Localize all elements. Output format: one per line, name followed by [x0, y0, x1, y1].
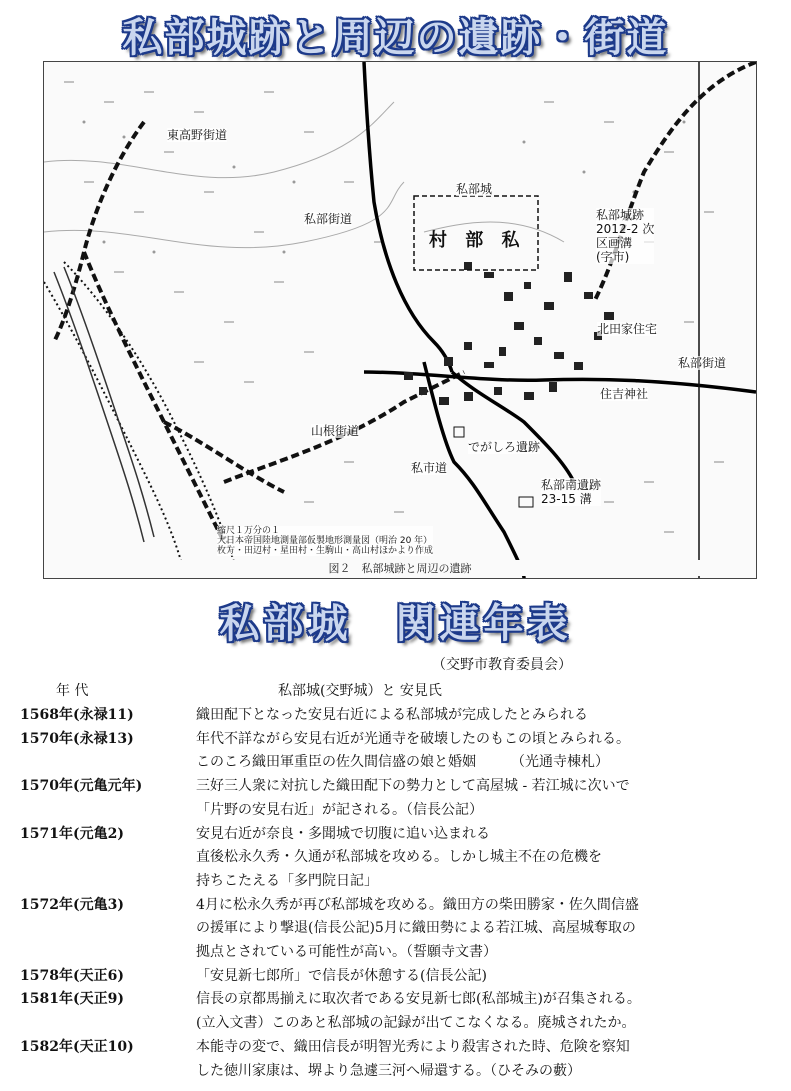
map-label-village: 村 部 私 [429, 230, 526, 251]
timeline-row [0, 941, 791, 963]
timeline-event: 4月に松永久秀が再び私部城を攻める。織田方の柴田勝家・佐久間信盛 [196, 897, 639, 913]
timeline-row [0, 775, 791, 797]
timeline-event: 年代不詳ながら安見右近が光通寺を破壊したのもこの頃とみられる。 [196, 731, 630, 747]
timeline-year: 1570年(永禄13) [20, 731, 134, 747]
map-label-excavation: 私部城跡 2012-2 次 区画溝 (字市) [596, 208, 655, 264]
timeline-event: した徳川家康は、堺より急遽三河へ帰還する。（ひそみの藪） [196, 1063, 581, 1079]
timeline-event: 三好三人衆に対抗した織田配下の勢力として高屋城 - 若江城に次いで [196, 778, 630, 794]
map-label-kisaibe-kaido-west: 私部街道 [304, 212, 353, 226]
map-drawing [44, 62, 756, 578]
timeline-event: 「安見新七郎所」で信長が休憩する(信長公記) [196, 968, 487, 984]
timeline-row [0, 704, 791, 726]
timeline-event: 直後松永久秀・久通が私部城を攻める。しかし城主不在の危機を [196, 849, 602, 865]
timeline-row [0, 870, 791, 892]
timeline-event: このころ織田軍重臣の佐久間信盛の娘と婚姻 （光通寺棟札） [196, 754, 609, 770]
header-event: 私部城(交野城）と 安見氏 [278, 683, 442, 699]
timeline-year: 1578年(天正6) [20, 968, 124, 984]
timeline-year: 1582年(天正10) [20, 1039, 134, 1055]
map-label-yamane-kaido: 山根街道 [311, 424, 360, 438]
timeline-event: 拠点とされている可能性が高い。（誓願寺文書） [196, 944, 497, 960]
timeline-row [0, 894, 791, 916]
timeline-row [0, 751, 791, 773]
timeline-year: 1581年(天正9) [20, 991, 124, 1007]
timeline-row [0, 1012, 791, 1034]
timeline-row [0, 1036, 791, 1058]
timeline-event: 本能寺の変で、織田信長が明智光秀により殺害された時、危険を察知 [196, 1039, 630, 1055]
page-title: 私部城跡と周辺の遺跡・街道 [122, 15, 669, 61]
timeline-year: 1571年(元亀2) [20, 826, 124, 842]
map-label-degashiro-site: でがしろ遺跡 [468, 440, 541, 454]
timeline-row [0, 846, 791, 868]
timeline-source: （交野市教育委員会） [432, 657, 572, 673]
timeline-year: 1570年(元亀元年) [20, 778, 143, 794]
timeline-event: 持ちこたえる「多門院日記」 [196, 873, 378, 889]
map-label-kisaibe-kaido-east: 私部街道 [678, 356, 727, 370]
timeline-event: の援軍により撃退(信長公記)5月に織田勢による若江城、高屋城奪取の [196, 920, 636, 936]
map-caption: 図２ 私部城跡と周辺の遺跡 [44, 560, 756, 576]
timeline-event: (立入文書）このあと私部城の記録が出てこなくなる。廃城されたか。 [196, 1015, 636, 1031]
map-label-sumiyoshi-shrine: 住吉神社 [600, 387, 649, 401]
timeline-row [0, 799, 791, 821]
historical-map [43, 61, 757, 579]
map-label-higashi-kozuke: 東高野街道 [167, 128, 228, 142]
timeline-event: 織田配下となった安見右近による私部城が完成したとみられる [196, 707, 588, 723]
timeline-row [0, 823, 791, 845]
map-label-minami-site: 私部南遺跡 23-15 溝 [541, 478, 602, 506]
map-label-kisaichi-road: 私市道 [411, 461, 448, 475]
timeline-row [0, 728, 791, 750]
timeline-row [0, 917, 791, 939]
timeline-year: 1572年(元亀3) [20, 897, 124, 913]
timeline-event: 安見右近が奈良・多聞城で切腹に追い込まれる [196, 826, 490, 842]
timeline-event: 信長の京都馬揃えに取次者である安見新七郎(私部城主)が召集される。 [196, 991, 641, 1007]
timeline-event: 「片野の安見右近」が記される。（信長公記） [196, 802, 483, 818]
timeline-year: 1568年(永禄11) [20, 707, 134, 723]
map-label-kitada-house: 北田家住宅 [597, 322, 658, 336]
timeline-title: 私部城 関連年表 [219, 601, 572, 647]
timeline-row [0, 988, 791, 1010]
header-year: 年 代 [56, 683, 89, 699]
timeline-row [0, 965, 791, 987]
map-scale-note: 縮尺１万分の１ 大日本帝国陸地測量部仮製地形測量図（明治 20 年） 枚方・田辺村・星田村・生駒山・高山村ほかより作成 [217, 526, 434, 556]
map-label-kisaibe-castle: 私部城 [456, 182, 493, 196]
timeline-row [0, 1060, 791, 1082]
